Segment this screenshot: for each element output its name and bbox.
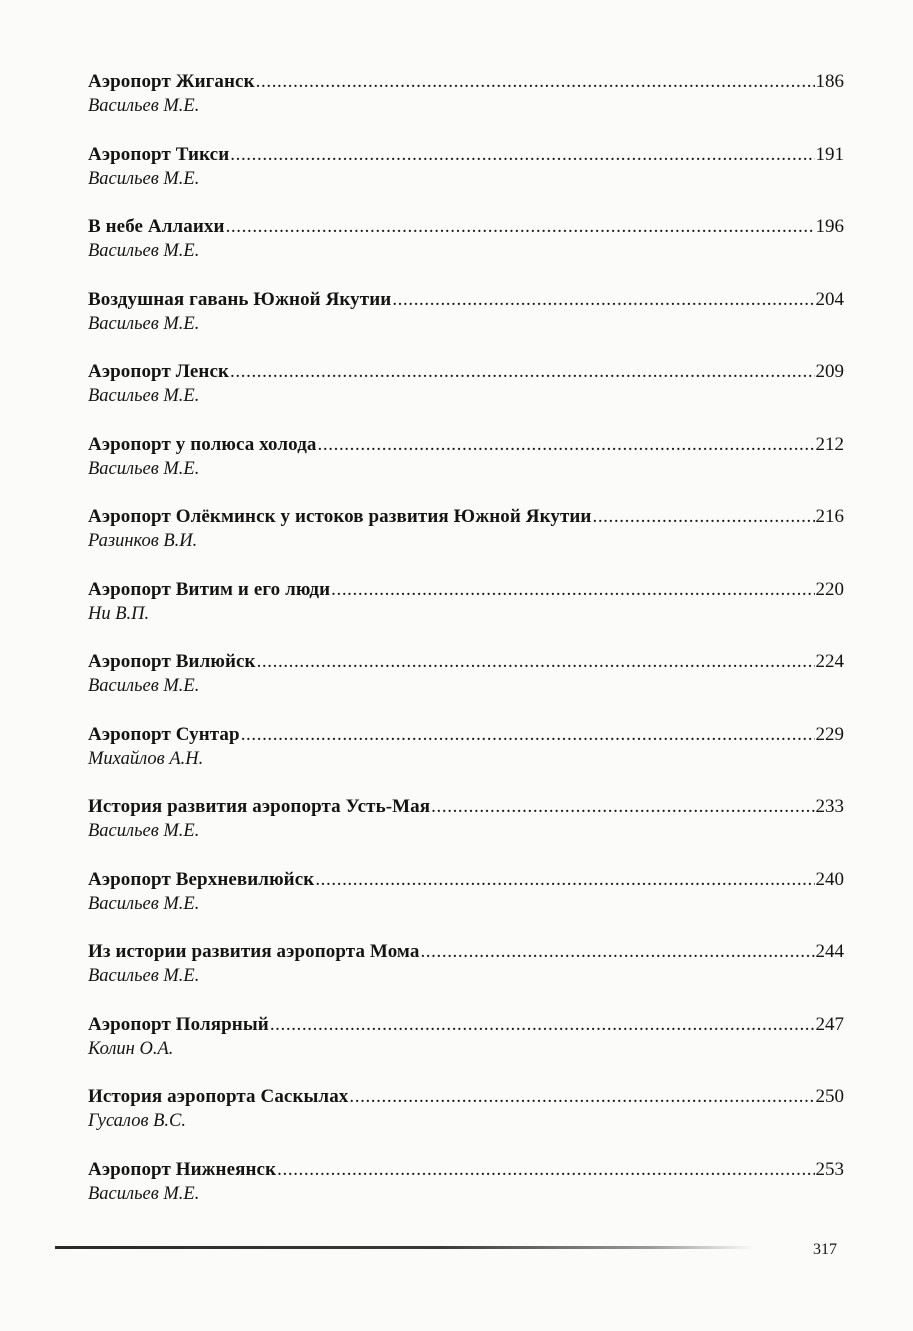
toc-entry-page: 220 (815, 578, 844, 600)
toc-entry-title: Аэропорт Нижнеянск (88, 1158, 277, 1180)
toc-entry-line (88, 143, 844, 167)
toc-entry-title: Аэропорт у полюса холода (88, 433, 317, 455)
toc-entry-title: Воздушная гавань Южной Якутии (88, 288, 392, 310)
dot-leader (230, 143, 814, 167)
toc-entry (88, 723, 844, 796)
toc-entry-author: Васильев М.Е. (88, 676, 200, 696)
dot-leader (318, 433, 815, 457)
toc-entry (88, 1013, 844, 1086)
toc-entry-title: Аэропорт Тикси (88, 143, 230, 165)
toc-entry-line (88, 940, 844, 964)
toc-entry-line (88, 215, 844, 239)
toc-entry-page: 240 (815, 868, 844, 890)
toc-entry (88, 70, 844, 143)
toc-entry-title: Из истории развития аэропорта Мома (88, 941, 420, 962)
toc-entry-line (88, 1013, 844, 1037)
dot-leader (256, 70, 815, 94)
toc-entry-page: 253 (815, 1158, 844, 1180)
toc-entry (88, 578, 844, 651)
toc-entry (88, 795, 844, 868)
toc-entry-title: История аэропорта Саскылах (88, 1086, 349, 1107)
toc-entry-author: Васильев М.Е. (88, 458, 200, 479)
toc-entry-line (88, 795, 844, 819)
toc-entry (88, 143, 844, 216)
toc-entry-line (88, 360, 844, 384)
toc-entry-title: Аэропорт Жиганск (88, 71, 255, 92)
dot-leader (420, 940, 814, 964)
toc-entry-line (88, 868, 844, 892)
dot-leader (315, 868, 814, 892)
toc-entry-page: 233 (815, 796, 844, 817)
dot-leader (277, 1158, 814, 1182)
toc-entry-author: Васильев М.Е. (88, 966, 200, 986)
toc-entry-author: Васильев М.Е. (88, 96, 200, 116)
toc-entry-title: В небе Аллаихи (88, 216, 225, 237)
toc-entry-author: Ни В.П. (88, 603, 150, 624)
toc-entry (88, 215, 844, 288)
toc-entry-title: Аэропорт Верхневилюйск (88, 868, 315, 890)
table-of-contents (88, 70, 844, 1230)
dot-leader (592, 505, 814, 529)
toc-entry-line (88, 70, 844, 94)
toc-entry-page: 204 (815, 288, 844, 310)
toc-entry-author: Васильев М.Е. (88, 821, 200, 841)
dot-leader (241, 723, 815, 747)
toc-entry-title: Аэропорт Ленск (88, 361, 230, 382)
page-number: 317 (813, 1241, 837, 1258)
toc-entry-title: Аэропорт Полярный (88, 1013, 269, 1035)
toc-entry-page: 186 (815, 71, 844, 92)
toc-entry-title: Аэропорт Вилюйск (88, 651, 256, 672)
dot-leader (230, 360, 814, 384)
toc-entry (88, 1085, 844, 1158)
toc-entry-page: 224 (815, 651, 844, 672)
toc-entry-author: Гусалов В.С. (88, 1111, 187, 1131)
toc-entry-author: Васильев М.Е. (88, 168, 200, 189)
toc-entry-title: Аэропорт Витим и его люди (88, 578, 331, 600)
toc-entry (88, 433, 844, 506)
toc-entry-page: 229 (815, 723, 844, 745)
toc-entry-line (88, 433, 844, 457)
toc-entry-page: 212 (815, 433, 844, 455)
dot-leader (349, 1085, 814, 1109)
toc-entry (88, 868, 844, 941)
toc-entry-page: 216 (815, 506, 844, 527)
toc-entry-title: Аэропорт Олёкминск у истоков развития Южной Якутии (88, 506, 592, 527)
toc-entry-author: Михайлов А.Н. (88, 748, 204, 769)
toc-entry-line (88, 288, 844, 312)
toc-entry-page: 191 (815, 143, 844, 165)
toc-entry-title: История развития аэропорта Усть-Мая (88, 796, 431, 817)
dot-leader (270, 1013, 815, 1037)
dot-leader (392, 288, 814, 312)
toc-entry (88, 505, 844, 578)
toc-entry (88, 288, 844, 361)
toc-entry-line (88, 1158, 844, 1182)
toc-entry-page: 250 (815, 1086, 844, 1107)
toc-entry-line (88, 578, 844, 602)
toc-entry-page: 244 (815, 941, 844, 962)
toc-entry (88, 650, 844, 723)
toc-entry-page: 247 (815, 1013, 844, 1035)
toc-entry-author: Колин О.А. (88, 1038, 174, 1059)
toc-entry-title: Аэропорт Сунтар (88, 723, 240, 745)
toc-entry-author: Васильев М.Е. (88, 241, 200, 261)
toc-entry-author: Васильев М.Е. (88, 1183, 200, 1204)
dot-leader (257, 650, 815, 674)
toc-entry-page: 196 (815, 216, 844, 237)
toc-entry-line (88, 650, 844, 674)
toc-entry (88, 360, 844, 433)
dot-leader (331, 578, 814, 602)
toc-entry (88, 940, 844, 1013)
toc-entry-line (88, 505, 844, 529)
toc-entry-author: Васильев М.Е. (88, 893, 200, 914)
dot-leader (431, 795, 814, 819)
dot-leader (226, 215, 815, 239)
toc-entry (88, 1158, 844, 1231)
toc-entry-line (88, 723, 844, 747)
toc-entry-author: Васильев М.Е. (88, 313, 200, 334)
toc-entry-author: Васильев М.Е. (88, 386, 200, 406)
toc-entry-page: 209 (815, 361, 844, 382)
toc-entry-line (88, 1085, 844, 1109)
footer-rule (55, 1246, 755, 1249)
toc-entry-author: Разинков В.И. (88, 531, 198, 551)
